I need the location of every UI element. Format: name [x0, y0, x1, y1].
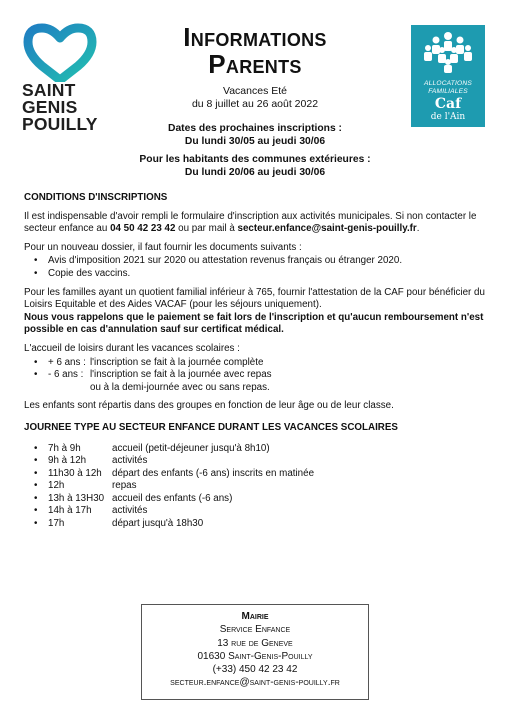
contact-service: Service Enfance — [219, 624, 291, 636]
main-content — [24, 192, 490, 537]
exterior-dates-line-1: Pour les habitants des communes extérieures : — [139, 154, 371, 165]
activity: accueil (petit-déjeuner jusqu'à 8h10) — [112, 442, 270, 454]
time-slot: 14h à 17h — [48, 505, 92, 517]
contact-city: 01630 Saint-Genis-Pouilly — [197, 650, 313, 662]
caf-people-icon — [420, 30, 476, 74]
documents-list — [24, 255, 490, 280]
contact-phone: (+33) 450 42 23 42 — [212, 664, 298, 676]
p1-end: . — [416, 223, 420, 235]
caf-region: de l'Ain — [430, 112, 466, 122]
list-item — [24, 369, 490, 382]
logo-text-pouilly: POUILLY — [22, 114, 98, 134]
activity: activités — [112, 505, 148, 517]
list-item — [24, 505, 490, 518]
email-address[interactable]: secteur.enfance@saint-genis-pouilly.fr — [237, 223, 417, 235]
list-item — [24, 455, 490, 468]
subtitle-line-1: Vacances Eté — [222, 85, 287, 97]
contact-email[interactable]: secteur.enfance@saint-genis-pouilly.fr — [170, 677, 340, 689]
contact-box — [141, 604, 369, 700]
p1-text-b: ou par mail à — [175, 223, 238, 235]
journee-heading: JOURNEE TYPE AU SECTEUR ENFANCE DURANT LES VACANCES SCOLAIRES — [24, 421, 398, 433]
conditions-paragraph-2: Pour un nouveau dossier, il faut fournir les documents suivants : — [24, 241, 302, 253]
activity: repas — [112, 480, 137, 492]
subtitle — [140, 85, 370, 111]
caf-line-1: ALLOCATIONS — [424, 80, 472, 87]
contact-street: 13 rue de Geneve — [217, 637, 293, 649]
caf-brand: Caf — [434, 96, 462, 112]
accueil-list — [24, 357, 490, 395]
time-slot: 11h30 à 12h — [48, 467, 102, 479]
heart-logo-icon — [22, 22, 98, 82]
subtitle-line-2: du 8 juillet au 26 août 2022 — [191, 98, 319, 110]
time-slot: 9h à 12h — [48, 455, 87, 467]
activity: départ des enfants (-6 ans) inscrits en matinée — [112, 467, 315, 479]
page-title — [140, 24, 370, 78]
list-item — [24, 493, 490, 506]
caf-logo — [411, 25, 485, 127]
age-label: + 6 ans : — [48, 356, 86, 368]
age-rule: l'inscription se fait à la journée complète — [90, 356, 264, 368]
list-item — [24, 443, 490, 456]
time-slot: 7h à 9h — [48, 442, 81, 454]
time-slot: 12h — [48, 480, 65, 492]
age-label: - 6 ans : — [48, 369, 84, 381]
age-rule: l'inscription se fait à la journée avec repas — [90, 369, 272, 381]
list-item — [24, 468, 490, 481]
list-item: • Copie des vaccins. — [24, 268, 490, 281]
inscription-dates-line-2: Du lundi 30/05 au jeudi 30/06 — [184, 136, 326, 147]
time-slot: 13h à 13H30 — [48, 492, 105, 504]
logo-text-genis: GENIS — [22, 97, 78, 117]
saint-genis-pouilly-logo — [22, 22, 102, 133]
conditions-heading: CONDITIONS D'INSCRIPTIONS — [24, 192, 168, 203]
exterior-dates-line-2: Du lundi 20/06 au jeudi 30/06 — [184, 167, 326, 178]
conditions-paragraph-1 — [24, 211, 490, 236]
phone-number: 04 50 42 23 42 — [110, 223, 176, 235]
inscription-dates — [120, 122, 390, 148]
contact-mairie: Mairie — [241, 611, 269, 622]
logo-text-saint: SAINT — [22, 80, 76, 100]
time-slot: 17h — [48, 518, 65, 530]
conditions-paragraph-3: Pour les familles ayant un quotient familial inférieur à 765, fournir l'attestation de la CAF pour bénéficier du Loisirs Equitable et des Aides VACAF (pour les séjours uniquement). — [24, 286, 485, 311]
journee-list — [24, 443, 490, 531]
list-item: • Avis d'imposition 2021 sur 2020 ou attestation revenus français ou étranger 2020. — [24, 255, 490, 268]
list-item — [24, 480, 490, 493]
activity: accueil des enfants (-6 ans) — [112, 492, 233, 504]
p1-text-a: Il est indispensable d'avoir rempli le formulaire d'inscription aux activités municipales. Si non contacter le secteur enfance au — [24, 210, 477, 235]
payment-warning: Nous vous rappelons que le paiement se fait lors de l'inscription et qu'aucun remboursement n'est possible en cas d'annulation sauf sur certificat médical. — [24, 311, 484, 336]
exterior-dates — [120, 153, 390, 179]
caf-line-2: FAMILIALES — [428, 88, 468, 95]
activity: activités — [112, 455, 148, 467]
conditions-paragraph-5: Les enfants sont répartis dans des groupes en fonction de leur âge ou de leur classe. — [24, 400, 394, 412]
age-rule-continued: ou à la demi-journée avec ou sans repas. — [90, 381, 270, 393]
activity: départ jusqu'à 18h30 — [112, 518, 204, 530]
list-item — [24, 357, 490, 370]
list-item — [24, 518, 490, 531]
title-line-2: Parents — [208, 49, 302, 79]
title-line-1: Informations — [183, 22, 327, 52]
inscription-dates-line-1: Dates des prochaines inscriptions : — [168, 123, 342, 134]
conditions-paragraph-4: L'accueil de loisirs durant les vacances scolaires : — [24, 342, 240, 354]
